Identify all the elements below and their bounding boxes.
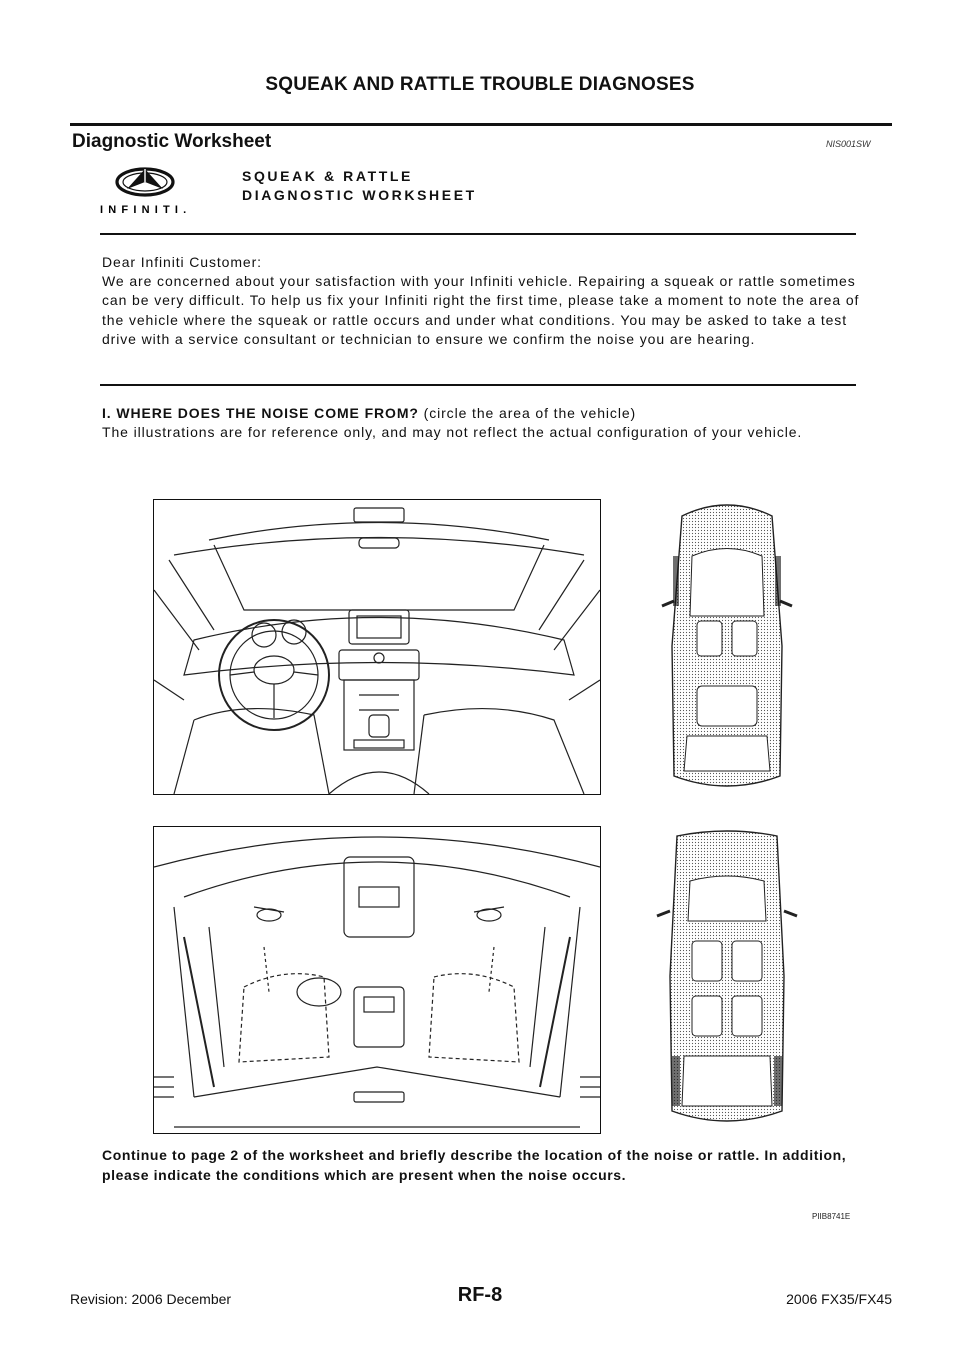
question-1-note: The illustrations are for reference only, and may not reflect the actual configuration of your vehicle.: [102, 424, 803, 441]
question-1-instruction: (circle the area of the vehicle): [418, 405, 637, 421]
intro-body: We are concerned about your satisfaction with your Infiniti vehicle. Repairing a squeak or rattle sometimes can be very difficult. To help us fix your Infiniti right the first time, please take a moment to note the area of the vehicle where the squeak or rattle occurs and under what conditions. You may be asked to take a test drive with a service consultant or technician to ensure we confirm the noise you are hearing.: [102, 273, 860, 347]
intro-greeting: Dear Infiniti Customer:: [102, 254, 262, 270]
question-1-heading: I. WHERE DOES THE NOISE COME FROM?: [102, 405, 419, 421]
infiniti-logo: [100, 160, 220, 220]
page-number: RF-8: [457, 1284, 503, 1306]
question-1: [102, 404, 862, 442]
rear-interior-illustration[interactable]: [153, 826, 601, 1134]
vehicle-top-view-rear[interactable]: [652, 826, 802, 1131]
continue-instruction: Continue to page 2 of the worksheet and briefly describe the location of the noise or rattle. In addition, please indicate the conditions which are present when the noise occurs.: [102, 1147, 847, 1183]
section-code: NIS001SW: [826, 139, 871, 149]
vehicle-model: 2006 FX35/FX45: [786, 1291, 892, 1307]
vehicle-top-view-front[interactable]: [652, 496, 802, 796]
section-title: Diagnostic Worksheet: [72, 131, 272, 152]
page-header-title: SQUEAK AND RATTLE TROUBLE DIAGNOSES: [265, 74, 695, 95]
intro-paragraph: [102, 253, 862, 349]
header-rule: [70, 123, 892, 126]
logo-wordmark: INFINITI.: [100, 204, 192, 216]
front-interior-illustration[interactable]: [153, 499, 601, 795]
worksheet-title-line2: DIAGNOSTIC WORKSHEET: [242, 187, 477, 203]
infiniti-emblem-icon: [117, 169, 173, 195]
revision-date: Revision: 2006 December: [70, 1291, 232, 1307]
worksheet-title-line1: SQUEAK & RATTLE: [242, 168, 413, 184]
figure-code: PIIB8741E: [812, 1212, 851, 1221]
worksheet-title: [242, 167, 477, 205]
divider-rule: [100, 233, 856, 235]
divider-rule: [100, 384, 856, 386]
